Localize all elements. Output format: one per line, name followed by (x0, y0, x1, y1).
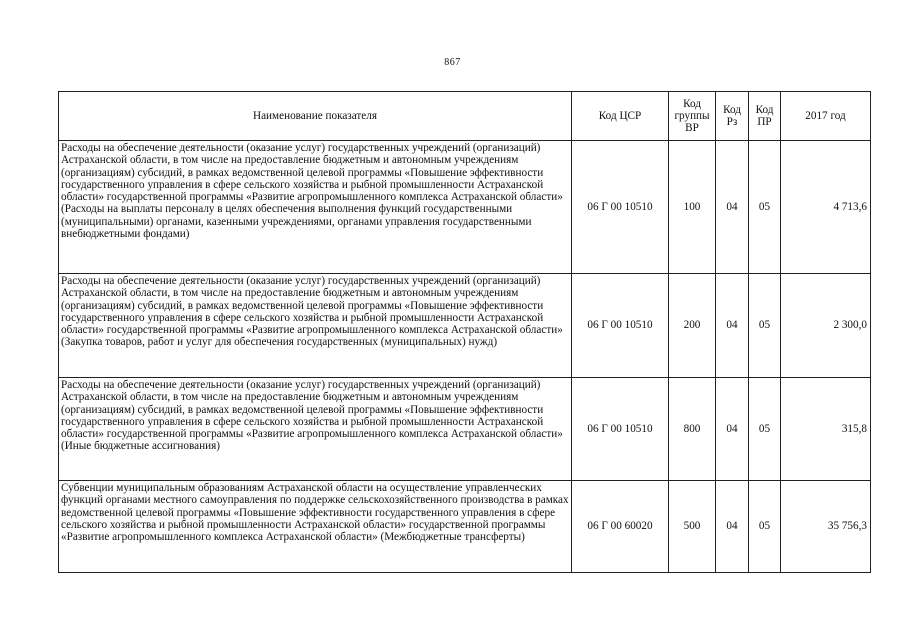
row-name-cell: Расходы на обеспечение деятельности (оказание услуг) государственных учреждений (организаций) Астраханской области, в том числе на предоставление бюджетным и автономным учреждениям (организациям) субсидий, в рамках ведомственной целевой программы «Повышение эффективности государственного управления в сфере сельского хозяйства и рыбной промышленности Астраханской области» государственной программы «Развитие агропромышленного комплекса Астраханской области» (Закупка товаров, работ и услуг для обеспечения государственных (муниципальных) нужд) (59, 274, 572, 378)
header-csr-code: Код ЦСР (572, 92, 669, 141)
row-name-cell: Расходы на обеспечение деятельности (оказание услуг) государственных учреждений (организаций) Астраханской области, в том числе на предоставление бюджетным и автономным учреждениям (организациям) субсидий, в рамках ведомственной целевой программы «Повышение эффективности государственного управления в сфере сельского хозяйства и рыбной промышленности Астраханской области» государственной программы «Развитие агропромышленного комплекса Астраханской области» (Расходы на выплаты персоналу в целях обеспечения выполнения функций государственными (муниципальными) органами, казенными учреждениями, органами управления государственными внебюджетными фондами) (59, 141, 572, 274)
row-rz-cell: 04 (716, 481, 749, 573)
row-amount-cell: 4 713,6 (781, 141, 871, 274)
budget-table (58, 91, 871, 573)
row-csr-cell: 06 Г 00 10510 (572, 274, 669, 378)
row-vr-cell: 200 (669, 274, 716, 378)
page-number: 867 (444, 57, 461, 68)
header-vr-code: Код группы ВР (669, 92, 716, 141)
row-rz-cell: 04 (716, 274, 749, 378)
header-name: Наименование показателя (59, 92, 572, 141)
row-pr-cell: 05 (749, 378, 781, 481)
row-pr-cell: 05 (749, 481, 781, 573)
header-year-2017: 2017 год (781, 92, 871, 141)
row-name-cell: Субвенции муниципальным образованиям Астраханской области на осуществление управленческих функций органами местного самоуправления по поддержке сельскохозяйственного производства в рамках ведомственной целевой программы «Повышение эффективности государственного управления в сфере сельского хозяйства и рыбной промышленности Астраханской области» государственной программы «Развитие агропромышленного комплекса Астраханской области» (Межбюджетные трансферты) (59, 481, 572, 573)
row-name-cell: Расходы на обеспечение деятельности (оказание услуг) государственных учреждений (организаций) Астраханской области, в том числе на предоставление бюджетным и автономным учреждениям (организациям) субсидий, в рамках ведомственной целевой программы «Повышение эффективности государственного управления в сфере сельского хозяйства и рыбной промышленности Астраханской области» государственной программы «Развитие агропромышленного комплекса Астраханской области» (Иные бюджетные ассигнования) (59, 378, 572, 481)
row-vr-cell: 100 (669, 141, 716, 274)
table-row (59, 274, 871, 378)
row-amount-cell: 2 300,0 (781, 274, 871, 378)
table-row (59, 481, 871, 573)
row-pr-cell: 05 (749, 141, 781, 274)
table-row (59, 378, 871, 481)
header-pr-code: Код ПР (749, 92, 781, 141)
row-vr-cell: 800 (669, 378, 716, 481)
row-vr-cell: 500 (669, 481, 716, 573)
header-rz-code: Код Рз (716, 92, 749, 141)
row-amount-cell: 315,8 (781, 378, 871, 481)
table-row (59, 141, 871, 274)
row-pr-cell: 05 (749, 274, 781, 378)
row-rz-cell: 04 (716, 378, 749, 481)
row-csr-cell: 06 Г 00 10510 (572, 378, 669, 481)
table-header-row (59, 92, 871, 141)
row-amount-cell: 35 756,3 (781, 481, 871, 573)
row-csr-cell: 06 Г 00 10510 (572, 141, 669, 274)
row-rz-cell: 04 (716, 141, 749, 274)
row-csr-cell: 06 Г 00 60020 (572, 481, 669, 573)
